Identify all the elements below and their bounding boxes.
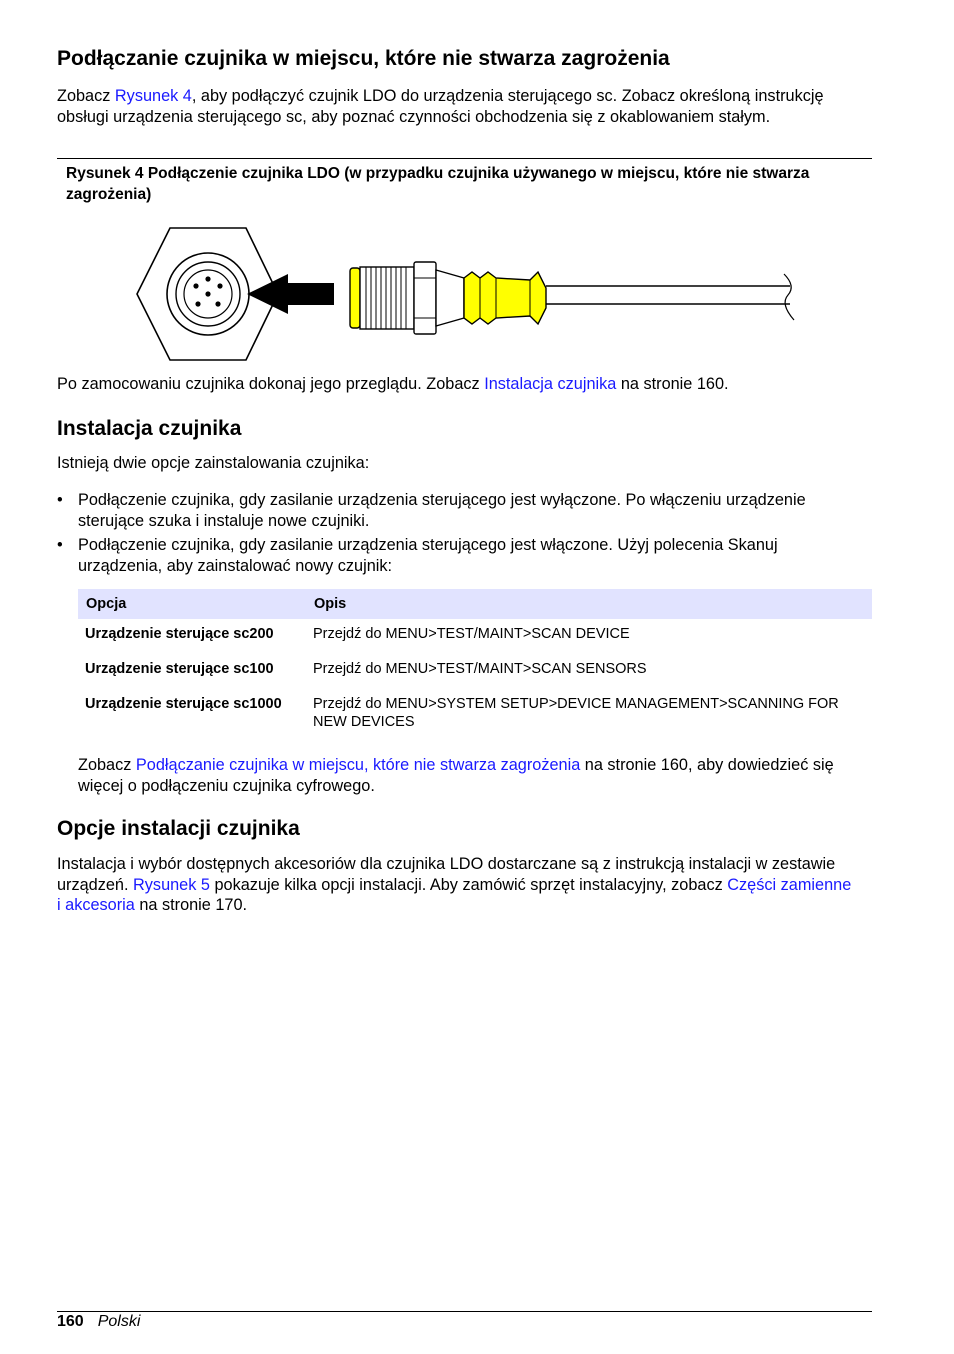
link-figure-4[interactable]: Rysunek 4: [114, 87, 192, 105]
bullet-icon: •: [57, 491, 63, 509]
page-number: 160: [57, 1313, 84, 1330]
sensor-connection-figure: [130, 222, 810, 364]
list-item: [57, 490, 847, 531]
table-header-row: [78, 589, 872, 619]
text: Zobacz: [57, 87, 115, 105]
after-figure-paragraph: [57, 374, 872, 395]
section-heading-installation-options: Opcje instalacji czujnika: [57, 817, 300, 840]
table-row: [78, 683, 872, 736]
text: Podłączenie czujnika, gdy zasilanie urządzenia sterującego jest włączone. Użyj polecenia Skanuj urządzenia, aby zainstalować nowy czujnik:: [78, 536, 778, 575]
link-safe-location-connection[interactable]: Podłączanie czujnika w miejscu, które nie stwarza zagrożenia: [135, 756, 581, 774]
pin-icon: [217, 283, 222, 288]
pin-icon: [195, 301, 200, 306]
installation-options-list: [57, 490, 847, 580]
link-spare-parts[interactable]: Części zamienne i akcesoria: [57, 875, 852, 914]
text: na stronie 160.: [616, 375, 729, 393]
page-footer: [57, 1313, 140, 1331]
table-row: [78, 648, 872, 683]
table-cell-option: Urządzenie sterujące sc100: [85, 661, 274, 677]
options-table: [78, 589, 872, 736]
pin-icon: [205, 291, 210, 296]
section3-paragraph: [57, 854, 857, 916]
connector-grip: [464, 272, 546, 324]
connector-taper: [436, 270, 464, 326]
text: na stronie 160, aby dowiedzieć się więcej o podłączeniu czujnika cyfrowego.: [78, 756, 834, 795]
section-heading-sensor-installation: Instalacja czujnika: [57, 417, 242, 440]
section2-intro: Istnieją dwie opcje zainstalowania czujnika:: [57, 454, 370, 472]
text: Po zamocowaniu czujnika dokonaj jego przeglądu. Zobacz: [57, 375, 485, 393]
text: Zobacz: [78, 756, 136, 774]
column-header-description: Opis: [306, 589, 872, 619]
text: Instalacja i wybór dostępnych akcesoriów dla czujnika LDO dostarczane są z instrukcją instalacji w zestawie urządzeń.: [57, 855, 836, 894]
bullet-icon: •: [57, 536, 63, 554]
link-sensor-installation[interactable]: Instalacja czujnika: [484, 375, 617, 393]
figure-caption: Rysunek 4 Podłączenie czujnika LDO (w przypadku czujnika używanego w miejscu, które nie stwarza zagrożenia): [66, 165, 810, 203]
cable-break-icon: [784, 274, 794, 320]
pin-icon: [215, 301, 220, 306]
text: Podłączenie czujnika, gdy zasilanie urządzenia sterującego jest wyłączone. Po włączeniu urządzenie sterujące szuka i instaluje nowe czujniki.: [78, 491, 806, 530]
connector-front-ring: [350, 268, 360, 328]
table-row: [78, 619, 872, 648]
list-item: [57, 535, 847, 576]
connector-nut: [414, 262, 436, 334]
pin-icon: [205, 276, 210, 281]
table-cell-description: Przejdź do MENU>TEST/MAINT>SCAN SENSORS: [313, 661, 647, 677]
table-cell-description: Przejdź do MENU>SYSTEM SETUP>DEVICE MANAGEMENT>SCANNING FOR NEW DEVICES: [313, 696, 839, 730]
section-heading-safe-location: Podłączanie czujnika w miejscu, które nie stwarza zagrożenia: [57, 47, 670, 70]
text: , aby podłączyć czujnik LDO do urządzenia sterującego sc. Zobacz określoną instrukcję obsługi urządzenia sterującego sc, aby poznać czynności obchodzenia się z okablowaniem stałym.: [57, 87, 824, 126]
footer-language: Polski: [97, 1313, 141, 1330]
pin-icon: [193, 283, 198, 288]
text: pokazuje kilka opcji instalacji. Aby zamówić sprzęt instalacyjny, zobacz: [209, 875, 728, 894]
column-header-option: Opcja: [78, 589, 306, 619]
figure-top-rule: [57, 158, 872, 159]
section1-paragraph: [57, 86, 857, 127]
text: na stronie 170.: [134, 896, 248, 914]
table-cell-option: Urządzenie sterujące sc1000: [85, 696, 282, 712]
table-cell-description: Przejdź do MENU>TEST/MAINT>SCAN DEVICE: [313, 626, 630, 642]
section2-note: [78, 755, 838, 796]
link-figure-5[interactable]: Rysunek 5: [133, 875, 210, 894]
footer-rule: [57, 1311, 872, 1312]
table-cell-option: Urządzenie sterujące sc200: [85, 626, 274, 642]
